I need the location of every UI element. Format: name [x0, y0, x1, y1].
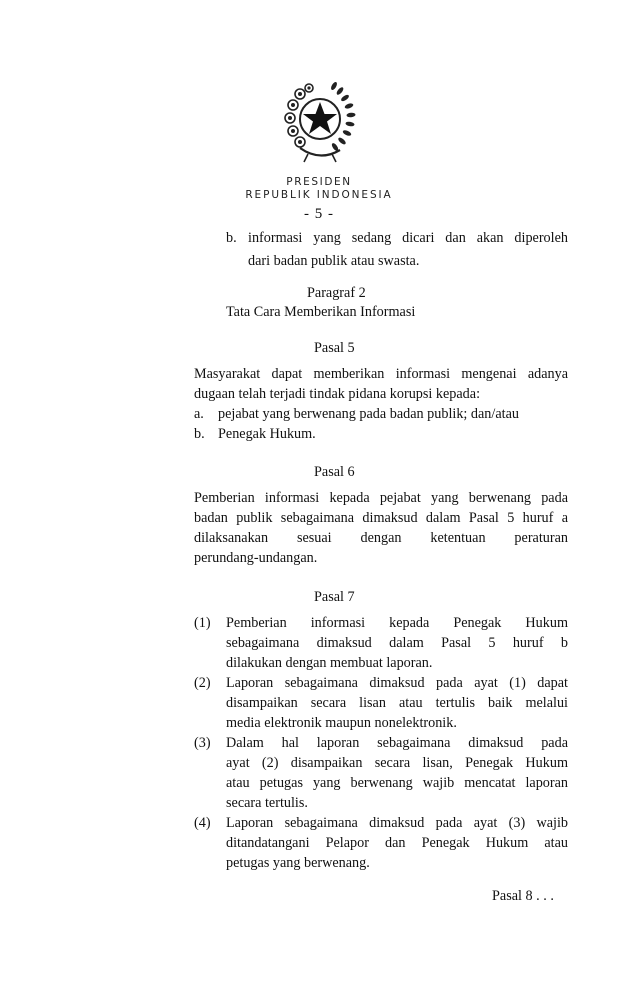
pasal-7-item-marker: (4) [194, 815, 211, 831]
pasal-5-line: Masyarakat dapat memberikan informasi mengenai adanya [194, 366, 568, 382]
continued-item-line: informasi yang sedang dicari dan akan diperoleh [248, 230, 568, 246]
continued-item-marker: b. [226, 230, 237, 246]
pasal-7-item-marker: (3) [194, 735, 211, 751]
continued-item-line: dari badan publik atau swasta. [248, 253, 420, 269]
pasal-7-item-line: ayat (2) disampaikan secara lisan, Penegak Hukum [226, 755, 568, 771]
pasal-7-item-line: petugas yang berwenang. [226, 855, 370, 871]
pasal-5-item-text: Penegak Hukum. [218, 426, 316, 442]
next-page-reference: Pasal 8 . . . [492, 888, 554, 904]
pasal-5-item-text: pejabat yang berwenang pada badan publik; dan/atau [218, 406, 519, 422]
pasal-5-item-marker: b. [194, 426, 205, 442]
pasal-5-line: dugaan telah terjadi tindak pidana korupsi kepada: [194, 386, 481, 402]
pasal-7-item-marker: (2) [194, 675, 211, 691]
pasal-7-item-line: sebagaimana dimaksud dalam Pasal 5 huruf b [226, 635, 568, 651]
pasal-5-title: Pasal 5 [314, 340, 355, 356]
pasal-6-title: Pasal 6 [314, 464, 355, 480]
pasal-7-item-line: media elektronik maupun nonelektronik. [226, 715, 457, 731]
pasal-7-item-line: atau petugas yang berwenang wajib mencatat laporan [226, 775, 568, 791]
pasal-6-line: perundang-undangan. [194, 550, 318, 566]
pasal-7-title: Pasal 7 [314, 589, 355, 605]
pasal-5-item-marker: a. [194, 406, 204, 422]
pasal-7-item-line: ditandatangani Pelapor dan Penegak Hukum atau [226, 835, 568, 851]
pasal-7-item-line: Laporan sebagaimana dimaksud pada ayat (1) dapat [226, 675, 568, 691]
pasal-7-item-line: disampaikan secara lisan atau tertulis baik melalui [226, 695, 568, 711]
pasal-7-item-line: secara tertulis. [226, 795, 308, 811]
pasal-7-item-line: Dalam hal laporan sebagaimana dimaksud pada [226, 735, 568, 751]
pasal-7-item-line: Pemberian informasi kepada Penegak Hukum [226, 615, 568, 631]
page-number: - 5 - [304, 206, 334, 222]
pasal-7-item-line: dilakukan dengan membuat laporan. [226, 655, 433, 671]
header-presiden: PRESIDEN [286, 176, 352, 188]
header-republik-indonesia: REPUBLIK INDONESIA [245, 189, 393, 201]
paragraf-number: Paragraf 2 [307, 285, 366, 301]
pasal-6-line: dilaksanakan sesuai dengan ketentuan peraturan [194, 530, 568, 546]
pasal-7-item-line: Laporan sebagaimana dimaksud pada ayat (3) wajib [226, 815, 568, 831]
pasal-6-line: badan publik sebagaimana dimaksud dalam Pasal 5 huruf a [194, 510, 568, 526]
pasal-7-item-marker: (1) [194, 615, 211, 631]
paragraf-title: Tata Cara Memberikan Informasi [226, 304, 416, 320]
garuda-star-emblem-icon [278, 74, 362, 166]
pasal-6-line: Pemberian informasi kepada pejabat yang berwenang pada [194, 490, 568, 506]
